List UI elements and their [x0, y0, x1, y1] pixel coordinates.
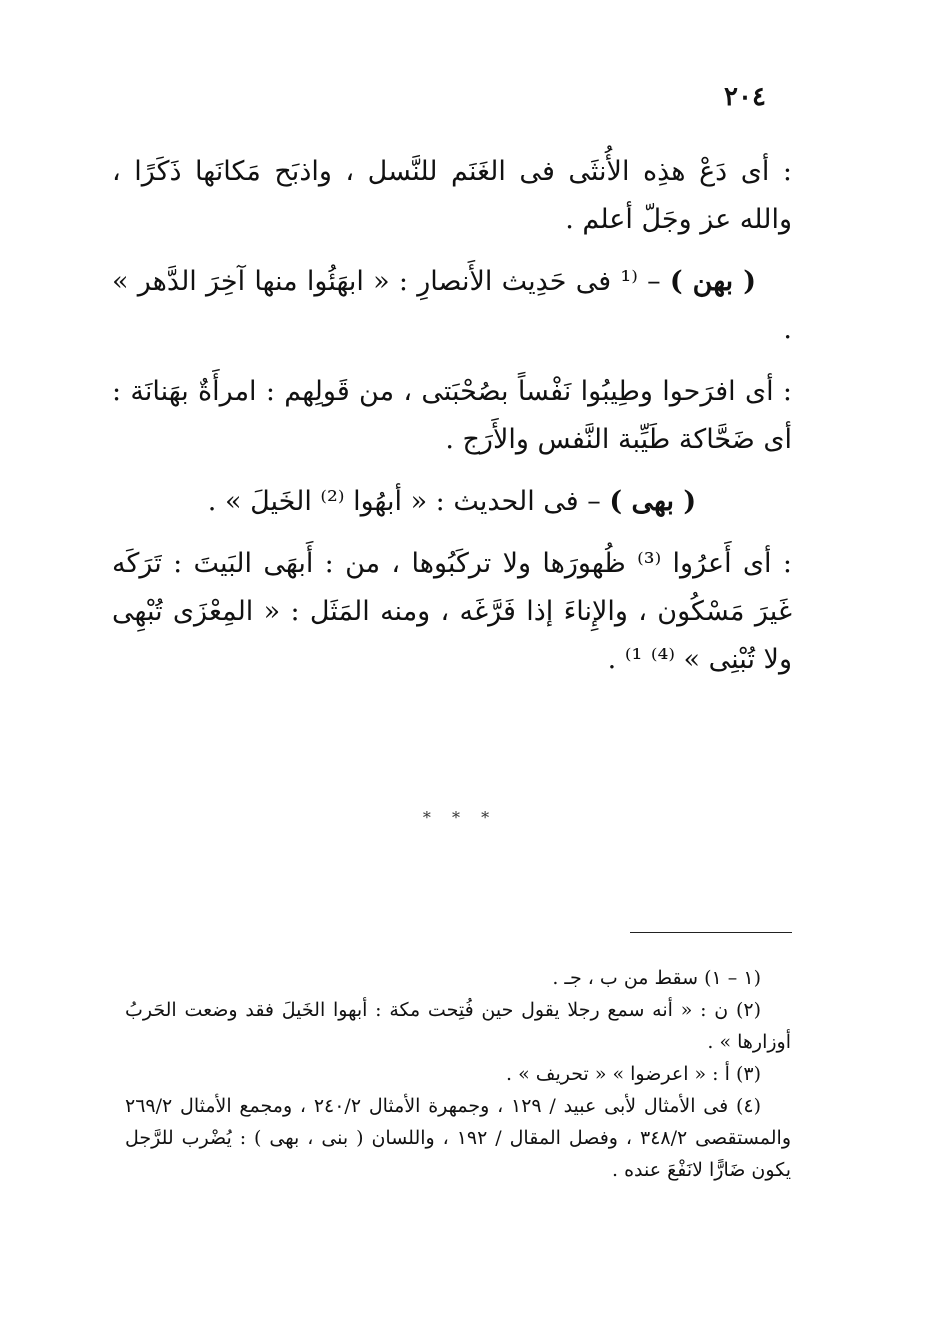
main-text: [112, 148, 792, 698]
entry-bhn: [112, 258, 792, 354]
section-separator: * * *: [422, 808, 498, 827]
footnotes: [125, 962, 791, 1186]
page-number: ٢٠٤: [724, 82, 766, 112]
entry-bhy: [112, 478, 792, 526]
paragraph-3: [112, 368, 792, 464]
entry-bhy-headword: ( بهى ): [609, 486, 697, 517]
paragraph-1: [112, 148, 792, 244]
paragraph-3-text: : أى افرَحوا وطِيبُوا نَفْساً بصُحْبَتى ، من قَولِهم : امرأَةٌ بهَنانَة : أى ضَحَّاكة طَيِّبة النَّفس والأَرَج .: [112, 376, 792, 455]
footnote-4: (٤) فى الأمثال لأبى عبيد / ١٢٩ ، وجمهرة الأمثال ٢٤٠/٢ ، ومجمع الأمثال ٢٦٩/٢ والمستقصى ٣٤٨/٢ ، وفصل المقال / ١٩٢ ، واللسان ( بنى ، بهى ) : يُضْرب للرَّجل يكون ضَارًّا لانَفْعَ عنده .: [125, 1095, 791, 1181]
footnote-3: (٣) أ : « اعرضوا » « تحريف » .: [506, 1063, 761, 1085]
paragraph-5: [112, 540, 792, 684]
footnote-1: (١ – ١) سقط من ب ، جـ .: [552, 967, 761, 989]
footnote-2: (٢) ن : « أنه سمع رجلا يقول حين فُتِحت مكة : أبهوا الخَيلَ فقد وضعت الحَربُ أوزارها » .: [125, 999, 791, 1053]
paragraph-5-text: : أى أَعرُوا ⁽³⁾ ظُهورَها ولا تركَبُوها ، من : أَبهَى البَيتَ : تَرَكَه غَيرَ مَسْكُون ، والإِناءَ إذا فَرَّغَه ، ومنه المَثَل : « المِعْزَى تُبْهِى ولا تُبْنِى » ⁽⁴⁾ ¹⁾ .: [112, 548, 792, 675]
footnote-rule: [630, 932, 792, 933]
entry-bhn-text: – ⁽¹ فى حَدِيث الأَنصارِ : « ابهَئُوا منها آخِرَ الدَّهر » .: [112, 266, 792, 345]
entry-bhy-text: – فى الحديث : « أبهُوا ⁽²⁾ الخَيلَ » .: [207, 486, 610, 517]
paragraph-1-text: : أى دَعْ هذِه الأُنثَى فى الغَنَم للنَّسل ، واذبَح مَكانَها ذَكَرًا ، والله عز وجَلّ أعلم .: [112, 156, 792, 235]
entry-bhn-headword: ( بهن ): [669, 266, 756, 297]
